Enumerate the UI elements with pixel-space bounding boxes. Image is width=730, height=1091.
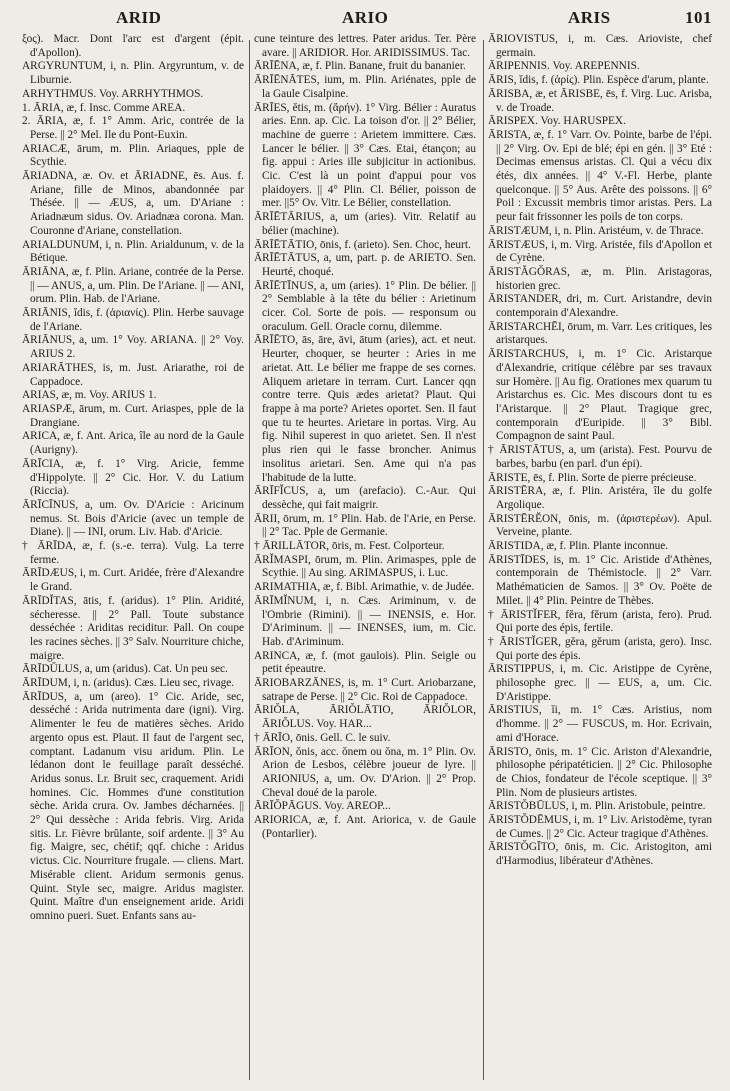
dictionary-entry: ĀRISTE, ēs, f. Plin. Sorte de pierre précieuse.: [488, 471, 697, 484]
dictionary-entry: † ĀRISTĀTUS, a, um (arista). Fest. Pourvu de barbes, barbu (en parl. d'un épi).: [488, 444, 712, 470]
running-head: [22, 8, 712, 32]
dictionary-entry: ĀRIADNA, æ. Ov. et ĀRIADNE, ēs. Aus. f. Ariane, fille de Minos, abandonnée par Thésée. || — ÆUS, a, um. D'Ariane : Ariadnæum sidus. Ov. Ariadnæa corona. Man. Couronne d'Ariane, constellation.: [22, 170, 244, 237]
dictionary-entry: ĀRĪĒNA, æ, f. Plin. Banane, fruit du bananier.: [254, 60, 466, 73]
dictionary-entry: ĀRISTĒRĔON, ōnis, m. (ἀριστερέων). Apul. Verveine, plante.: [488, 512, 712, 539]
dictionary-entry: ĀRIS, ĭdis, f. (ἀρίς). Plin. Espèce d'arum, plante.: [488, 74, 709, 87]
dictionary-entry: ARGYRUNTUM, i, n. Plin. Argyruntum, v. de Liburnie.: [22, 60, 244, 87]
dictionary-columns: [22, 33, 712, 1083]
dictionary-entry: ĀRĬMASPI, ōrum, m. Plin. Arimaspes, pple de Scythie. || Au sing. ARIMASPUS, i. Luc.: [254, 553, 476, 580]
page-number: 101: [685, 8, 712, 27]
dictionary-entry: ĀRIĀNA, æ, f. Plin. Ariane, contrée de la Perse. || — ANUS, a, um. Plin. De l'Ariane. || — ANI, orum. Plin. Hab. de l'Ariane.: [22, 265, 244, 306]
dictionary-entry: ĀRISTĒRA, æ, f. Plin. Aristéra, île du golfe Argolique.: [488, 485, 712, 511]
dictionary-entry: ĀRISTŎGĪTO, ōnis, m. Cic. Aristogiton, ami d'Harmodius, libérateur d'Athènes.: [488, 841, 712, 868]
dictionary-entry: ĀRĪCĪNUS, a, um. Ov. D'Aricie : Aricinum nemus. St. Bois d'Aricie (avec un temple de Diane). || — INI, orum. Liv. Hab. d'Aricie.: [22, 498, 244, 539]
dictionary-entry: ĀRISTA, æ, f. 1° Varr. Ov. Pointe, barbe de l'épi. || 2° Virg. Ov. Epi de blé; épi en gén. || 3° Eté : Decimas emensus aristas. Cl. Qui a vécu dix étés, dix années. || 4° V.-Fl. Herbe, plante quelconque. || 5° Aus. Arête des poissons. || 6° Poil : Excussit membris timor aristas. Pers. La peur fait frissonner les poils de ton corps.: [488, 128, 712, 224]
dictionary-entry: 1. ĀRIA, æ, f. Insc. Comme AREA.: [22, 101, 186, 114]
dictionary-entry: † ĀRĪO, ōnis. Gell. C. le suiv.: [254, 731, 391, 744]
dictionary-entry: ĀRĪON, ŏnis, acc. ŏnem ou ŏna, m. 1° Plin. Ov. Arion de Lesbos, célèbre joueur de lyre. || ARIONIUS, a, um. Ov. D'Arion. || 2° Prop. Cheval doué de la parole.: [254, 745, 476, 799]
dictionary-entry: ĀRĪES, ĕtis, m. (ἄρήν). 1° Virg. Bélier : Auratus aries. Enn. ap. Cic. La toison d'or. || 2° Bélier, machine de guerre : Arietem immittere. Cæs. Lancer le bélier. || 3° Cæs. Etai, étançon; au fig. appui : Aries ille subjicitur in actionibus. Cic. C'est là un point d'appui pour vos plaidoyers. || 4° Plin. Cl. Bélier, poisson de mer. ||5° Ov. Vitr. Le Bélier, constellation.: [254, 101, 476, 210]
running-head-center: ARIO: [342, 8, 389, 27]
dictionary-entry: ĀRISTIPPUS, i, m. Cic. Aristippe de Cyrène, philosophe grec. || — EUS, a, um. Cic. D'Aristippe.: [488, 663, 712, 703]
dictionary-entry: ĀRĪĒTĀRIUS, a, um (aries). Vitr. Relatif au bélier (machine).: [254, 211, 476, 237]
dictionary-entry: † ĀRISTĬGER, gĕra, gĕrum (arista, gero). Insc. Qui porte des épis.: [488, 635, 712, 662]
dictionary-entry: ĀRISBA, æ, et ĀRISBE, ēs, f. Virg. Luc. Arisba, v. de Troade.: [488, 87, 712, 114]
column-left: [22, 33, 244, 1083]
dictionary-entry: ĀRIOVISTUS, i, m. Cæs. Arioviste, chef germain.: [488, 33, 712, 59]
dictionary-entry: † ĀRISTĬFER, fĕra, fĕrum (arista, fero). Prud. Qui porte des épis, fertile.: [488, 608, 712, 635]
dictionary-entry: ĀRĪDUM, i, n. (aridus). Cæs. Lieu sec, rivage.: [22, 677, 235, 690]
dictionary-entry: ĀRĪDUS, a, um (areo). 1° Cic. Aride, sec, desséché : Arida nutrimenta dare (igni). Virg. Alimenter le feu de matières sèches. Arido argento opus est. Plaut. Il faut de l'argent sec, comptant. Ladanum visu aridum. Plin. Le lédanon dont le feuillage paraît desséché. Aridus sonus. Lr. Bruit sec, craquement. Aridi homines. Cic. Hommes d'une constitution sèche. Arida crura. Ov. Jambes décharnées. || 2° Qui dessèche : Arida febris. Virg. Arida sitis. Lr. Fièvre brûlante, soif ardente. || 3° Au fig. Maigre, sec, chétif; qqf. chiche : Aridus victus. Cic. Nourriture frugale. — cliens. Mart. Misérable client. Aridum sermonis genus. Quint. Style sec, maigre. Aridus magister. Quint. Maître d'un enseignement aride. Aridi omnino pueri. Suet. Enfants sans au-: [22, 690, 244, 922]
dictionary-entry: ĀRĪCIA, æ, f. 1° Virg. Aricie, femme d'Hippolyte. || 2° Cic. Hor. V. du Latium (Riccia).: [22, 457, 244, 498]
dictionary-entry: ĀRĪFĬCUS, a, um (arefacio). C.-Aur. Qui dessèche, qui fait maigrir.: [254, 485, 476, 511]
dictionary-entry: ARIALDUNUM, i, n. Plin. Arialdunum, v. de la Bétique.: [22, 238, 244, 265]
dictionary-entry: ARINCA, æ, f. (mot gaulois). Plin. Seigle ou petit épeautre.: [254, 649, 476, 676]
dictionary-entry: ξος). Macr. Dont l'arc est d'argent (épit. d'Apollon).: [22, 33, 244, 59]
dictionary-entry: ĀRĪĒTĀTIO, ōnis, f. (arieto). Sen. Choc, heurt.: [254, 238, 471, 251]
dictionary-entry: ĀRIŎLA, ĀRIŎLĀTIO, ĀRIŎLOR, ĀRIŎLUS. Voy. HAR...: [254, 704, 476, 731]
dictionary-entry: ĀRĪĒNĀTES, ium, m. Plin. Ariénates, pple de la Gaule Cisalpine.: [254, 74, 476, 100]
dictionary-entry: ĀRIPENNIS. Voy. AREPENNIS.: [488, 60, 640, 73]
dictionary-entry: ĀRĪDĬTAS, ātis, f. (aridus). 1° Plin. Aridité, sécheresse. || 2° Pall. Toute substance desséchée : Ariditas reciditur. Pall. On coupe les racines sèches. || 3° Salv. Nourriture chiche, maigre.: [22, 594, 244, 662]
dictionary-entry: † ĀRILLĀTOR, ōris, m. Fest. Colporteur.: [254, 540, 445, 553]
dictionary-entry: ĀRISTÆUM, i, n. Plin. Aristéum, v. de Thrace.: [488, 224, 704, 237]
dictionary-entry: ĀRĪMĬNUM, i, n. Cæs. Ariminum, v. de l'Ombrie (Rimini). || — INENSIS, e. Hor. D'Ariminum. || — INENSES, ium, m. Cic. Hab. d'Ariminum.: [254, 594, 476, 648]
dictionary-entry: ĀRISTÆUS, i, m. Virg. Aristée, fils d'Apollon et de Cyrène.: [488, 238, 712, 265]
dictionary-entry: ARIORICA, æ, f. Ant. Ariorica, v. de Gaule (Pontarlier).: [254, 814, 476, 840]
running-head-left: ARID: [116, 8, 162, 27]
column-right: [488, 33, 712, 1083]
dictionary-entry: ĀRISTARCHĒI, ōrum, m. Varr. Les critiques, les aristarques.: [488, 320, 712, 347]
dictionary-entry: ĀRĪDÆUS, i, m. Curt. Aridée, frère d'Alexandre le Grand.: [22, 567, 244, 594]
dictionary-entry: ĀRII, ōrum, m. 1° Plin. Hab. de l'Arie, en Perse. || 2° Tac. Pple de Germanie.: [254, 512, 476, 539]
dictionary-entry: † ĀRĪDA, æ, f. (s.-e. terra). Vulg. La terre ferme.: [22, 540, 244, 566]
dictionary-entry: ĀRĪDŬLUS, a, um (aridus). Cat. Un peu sec.: [22, 663, 228, 676]
dictionary-entry: ARICA, æ, f. Ant. Arica, île au nord de la Gaule (Aurigny).: [22, 430, 244, 457]
dictionary-entry: ĀRISTŎBŪLUS, i, m. Plin. Aristobule, peintre.: [488, 800, 706, 813]
dictionary-entry: ARIASPÆ, ārum, m. Curt. Ariaspes, pple de la Drangiane.: [22, 402, 244, 429]
dictionary-entry: ĀRĪĒTĪNUS, a, um (aries). 1° Plin. De bélier. || 2° Semblable à la tête du bélier : Arietinum cicer. Col. Sorte de pois. — responsum ou oraculum. Gell. Oracle cornu, dilemme.: [254, 279, 476, 333]
running-head-right: ARIS: [568, 8, 611, 27]
dictionary-entry: ĀRISTANDER, dri, m. Curt. Aristandre, devin contemporain d'Alexandre.: [488, 293, 712, 320]
dictionary-entry: ĀRIĀNIS, ĭdis, f. (ἀριανίς). Plin. Herbe sauvage de l'Ariane.: [22, 307, 244, 333]
dictionary-entry: ARIARĀTHES, is, m. Just. Ariarathe, roi de Cappadoce.: [22, 361, 244, 388]
dictionary-entry: ĀRĪĒTĀTUS, a, um, part. p. de ARIETO. Sen. Heurté, choqué.: [254, 252, 476, 278]
column-middle: [254, 33, 476, 1083]
dictionary-entry: ĀRISTĂGŎRAS, æ, m. Plin. Aristagoras, historien grec.: [488, 265, 712, 292]
dictionary-entry: ĀRĪŎPĀGUS. Voy. AREOP...: [254, 800, 391, 813]
dictionary-entry: ĀRISTŎDĒMUS, i, m. 1° Liv. Aristodème, tyran de Cumes. || 2° Cic. Acteur tragique d'Athènes.: [488, 814, 712, 840]
dictionary-entry: ĀRIĀNUS, a, um. 1° Voy. ARIANA. || 2° Voy. ARIUS 2.: [22, 334, 244, 361]
dictionary-entry: cune teinture des lettres. Pater aridus. Ter. Père avare. || ARIDIOR. Hor. ARIDISSIMUS. Tac.: [254, 33, 476, 59]
dictionary-entry: ARHYTHMUS. Voy. ARRHYTHMOS.: [22, 87, 204, 100]
dictionary-entry: ARIAS, æ, m. Voy. ARIUS 1.: [22, 389, 157, 402]
dictionary-entry: ĀRISPEX. Voy. HARUSPEX.: [488, 115, 626, 128]
dictionary-entry: ĀRIOBARZĀNES, is, m. 1° Curt. Ariobarzane, satrape de Perse. || 2° Cic. Roi de Cappadoce.: [254, 677, 476, 703]
dictionary-entry: ĀRĪĒTO, ās, āre, āvi, ātum (aries), act. et neut. Heurter, choquer, se heurter : Aries in me arietat. Att. Le bélier me frappe de ses cornes. Aliquem arietare in terram. Curt. Lancer qqn contre terre. Quis ædes arietat? Plaut. Qui frappe à ma porte? Arietes oportet. Sen. Il faut que tu te heurtes. Arietare in portas. Virg. Au fig. Nihil superest in quo arietet. Sen. Il n'est plus rien qui le fasse broncher. Animus insolitus arietari. Sen. Ame qui n'a pas l'habitude de la lutte.: [254, 334, 476, 484]
dictionary-entry: 2. ĀRIA, æ, f. 1° Amm. Aric, contrée de la Perse. || 2° Mel. Ile du Pont-Euxin.: [22, 115, 244, 141]
dictionary-entry: ĀRISTĪDES, is, m. 1° Cic. Aristide d'Athènes, contemporain de Thémistocle. || 2° Varr. Mathématicien de Samos. || 3° Ov. Poëte de Milet. || 4° Plin. Peintre de Thèbes.: [488, 553, 712, 607]
dictionary-entry: ARIMATHIA, æ, f. Bibl. Arimathie, v. de Judée.: [254, 581, 475, 594]
dictionary-entry: ĀRISTO, ōnis, m. 1° Cic. Ariston d'Alexandrie, philosophe péripatéticien. || 2° Cic. Philosophe de Chios, fondateur de l'école sceptique. || 3° Plin. Nom de plusieurs artistes.: [488, 745, 712, 799]
dictionary-entry: ĀRISTIDA, æ, f. Plin. Plante inconnue.: [488, 540, 669, 553]
dictionary-entry: ARIACÆ, ārum, m. Plin. Ariaques, pple de Scythie.: [22, 142, 244, 169]
dictionary-entry: ĀRISTIUS, ĭi, m. 1° Cæs. Aristius, nom d'homme. || 2° — FUSCUS, m. Hor. Ecrivain, ami d'Horace.: [488, 704, 712, 744]
dictionary-entry: ĀRISTARCHUS, i, m. 1° Cic. Aristarque d'Alexandrie, critique célèbre par ses travaux sur Homère. || Au fig. Orationes mex quarum tu Aristarchus es. Cic. Mes discours dont tu es l'Aristarque. || 2° Plaut. Tragique grec, contemporain d'Euripide. || 3° Bibl. Compagnon de saint Paul.: [488, 348, 712, 443]
